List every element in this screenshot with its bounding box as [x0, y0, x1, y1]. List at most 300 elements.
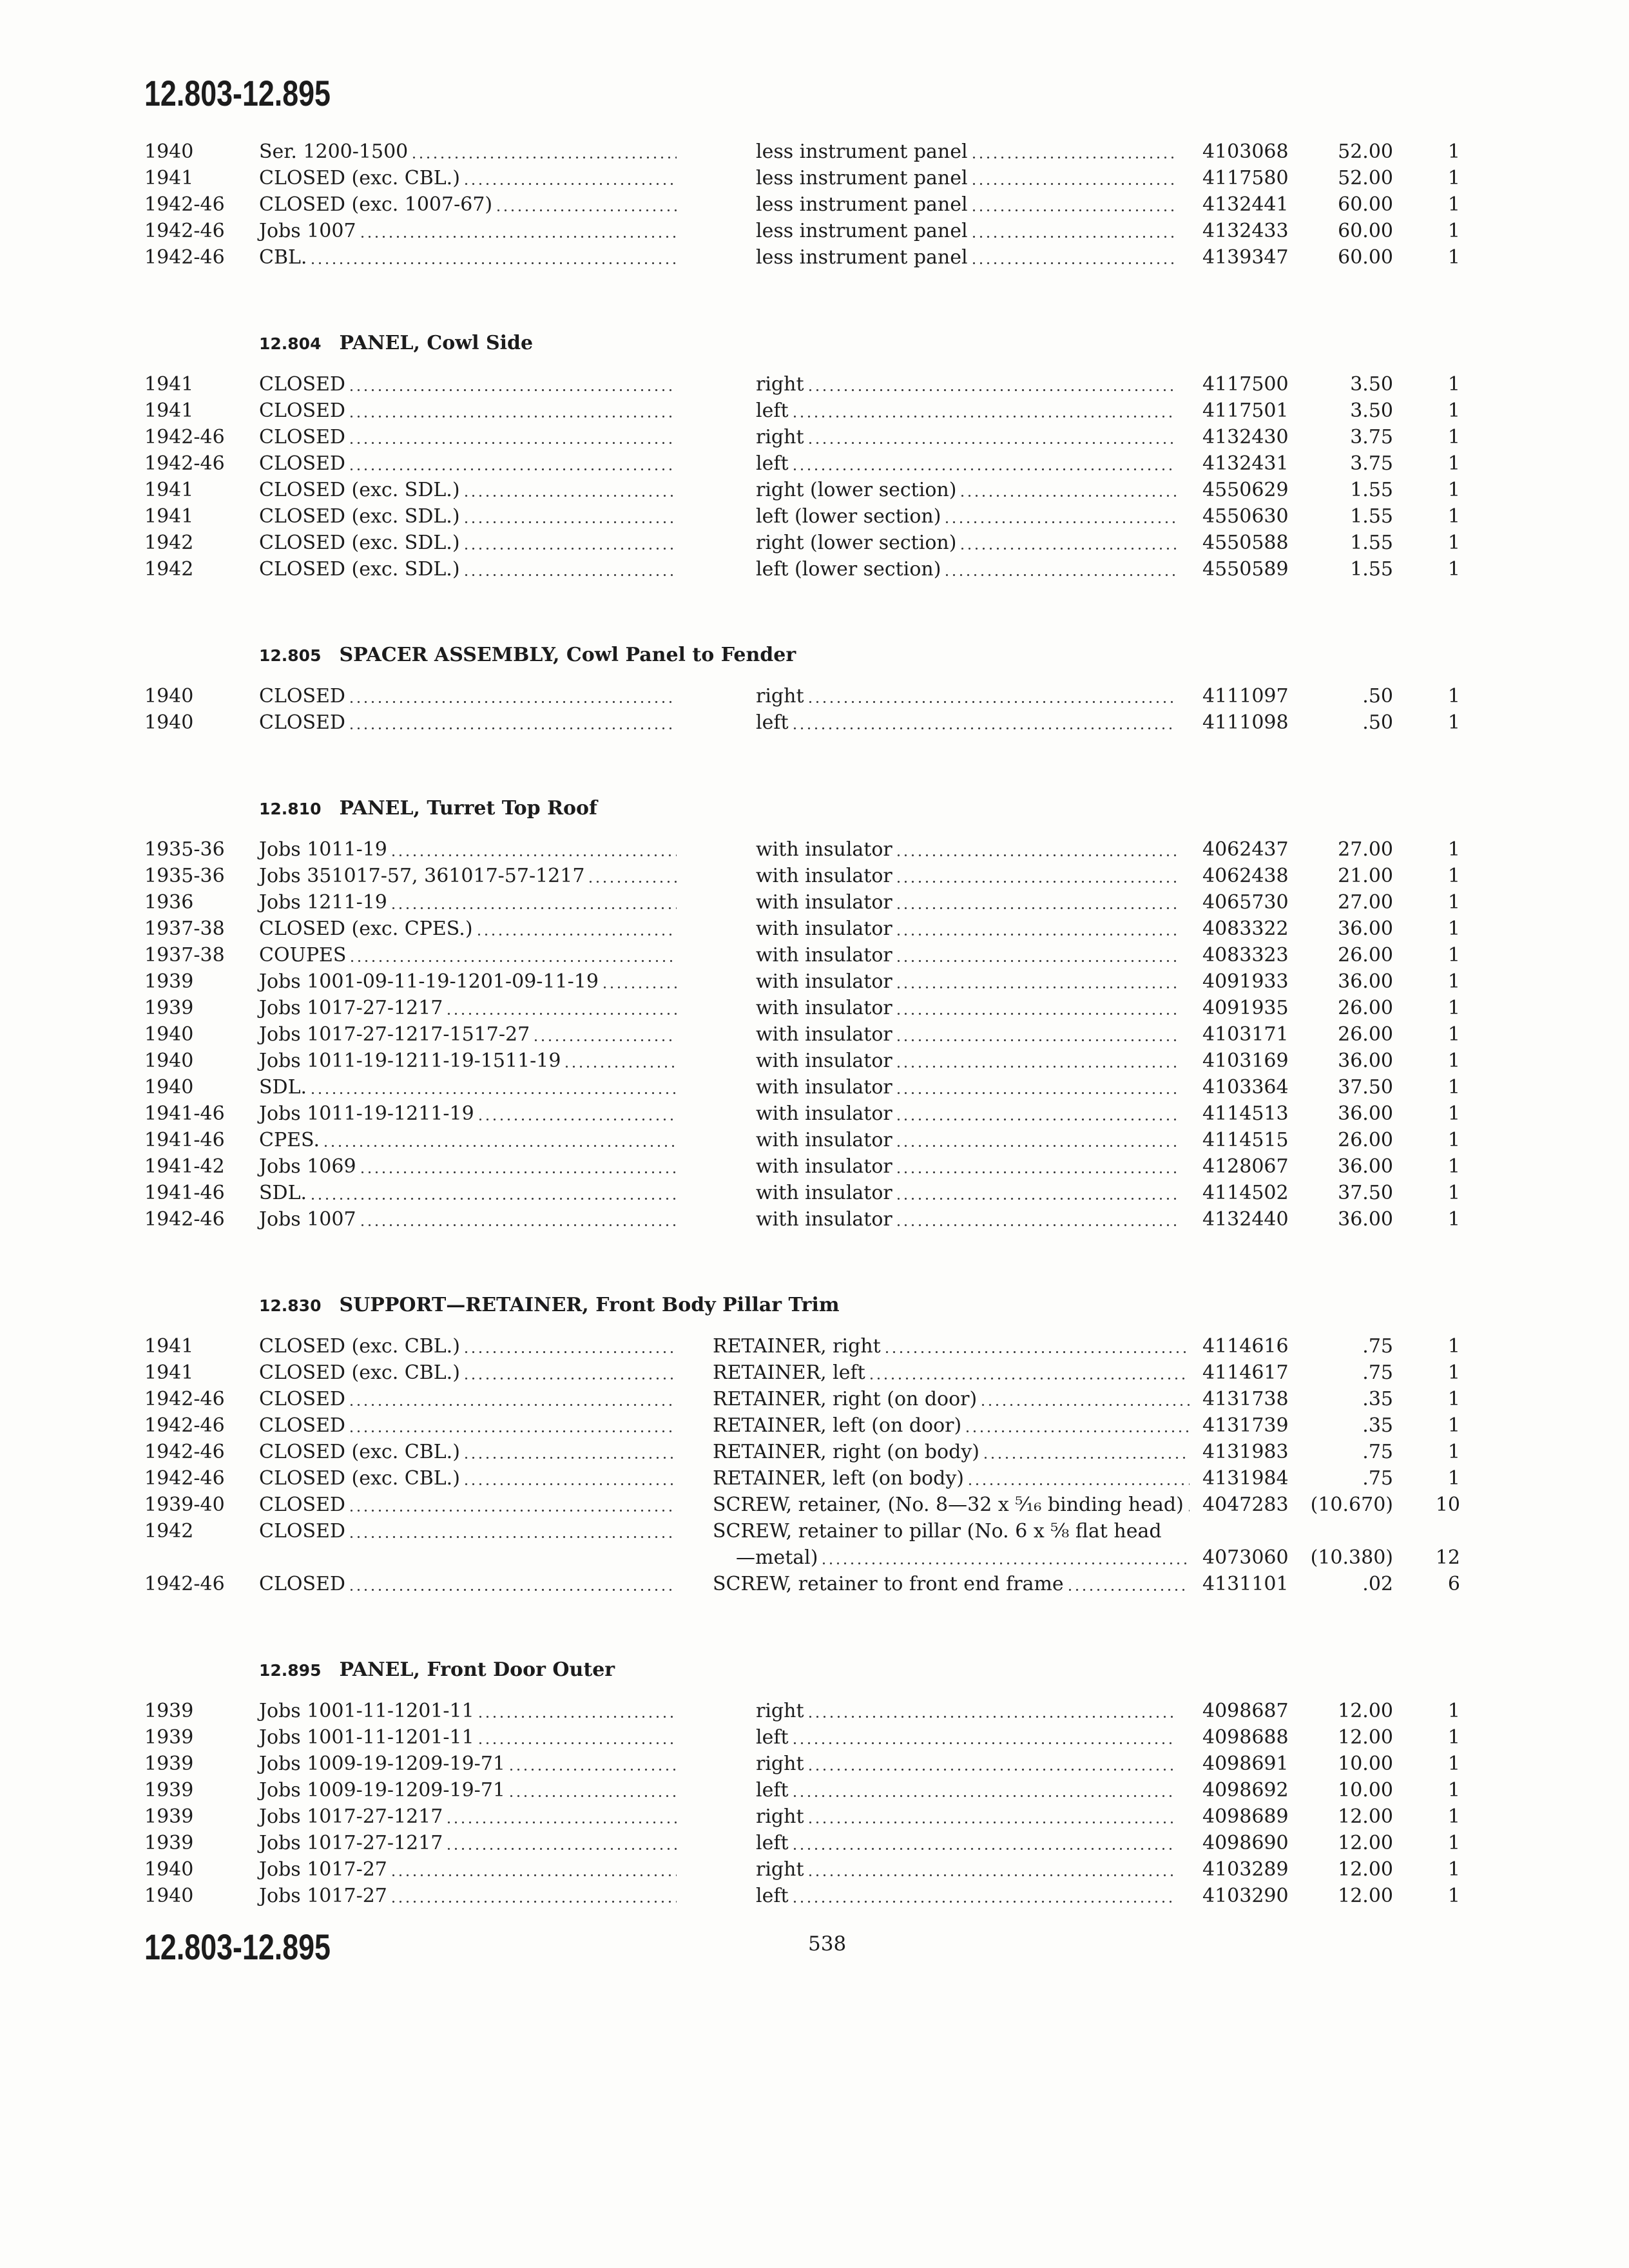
part-description	[756, 1803, 1177, 1830]
body-type-text: CBL.	[259, 246, 307, 269]
part-description-text: less instrument panel	[756, 193, 968, 216]
row-line	[144, 244, 1472, 271]
body-type-text: Jobs 1011-19-1211-19	[259, 1102, 474, 1125]
quantity: 1	[1447, 891, 1460, 914]
section-heading	[144, 642, 1472, 668]
quantity: 1	[1447, 1388, 1460, 1410]
body-type-text: Jobs 1009-19-1209-19-71	[259, 1753, 505, 1775]
row-line	[144, 1333, 1472, 1360]
part-number: 4103171	[1202, 1023, 1289, 1046]
list-price: 3.75	[1350, 426, 1393, 448]
model-year: 1942	[144, 558, 194, 581]
list-price: 12.00	[1338, 1805, 1393, 1828]
model-year: 1941	[144, 479, 194, 501]
body-type	[259, 398, 677, 424]
part-description-text: less instrument panel	[756, 246, 968, 269]
quantity: 1	[1447, 1726, 1460, 1749]
list-price: 12.00	[1338, 1858, 1393, 1881]
table-row	[144, 1074, 1472, 1100]
dot-leader	[807, 1698, 1177, 1724]
body-type-text: Jobs 1011-19	[259, 838, 387, 861]
list-price: 60.00	[1338, 193, 1393, 216]
body-type	[259, 995, 677, 1021]
dot-leader	[348, 683, 677, 709]
section-number: 12.830	[259, 1296, 322, 1315]
row-line	[144, 1856, 1472, 1883]
part-description-text: right	[756, 685, 804, 707]
dot-leader	[322, 1127, 677, 1153]
part-description	[756, 424, 1177, 450]
part-description-continued	[713, 1544, 1190, 1571]
model-year: 1942-46	[144, 1388, 225, 1410]
part-number: 4065730	[1202, 891, 1289, 914]
part-description-text: with insulator	[756, 918, 892, 940]
part-description	[756, 556, 1177, 582]
part-description	[756, 1777, 1177, 1803]
body-type	[259, 1724, 677, 1751]
dot-leader	[895, 1021, 1177, 1048]
part-number: 4103289	[1202, 1858, 1289, 1881]
row-line	[144, 1100, 1472, 1127]
quantity: 1	[1447, 1361, 1460, 1384]
model-year: 1942-46	[144, 1208, 225, 1231]
dot-leader	[390, 1883, 677, 1909]
dot-leader	[476, 916, 677, 942]
parts-group-12-810	[144, 795, 1472, 1233]
part-description-text: SCREW, retainer to front end frame	[713, 1573, 1064, 1595]
table-row	[144, 1571, 1472, 1597]
part-number: 4132440	[1202, 1208, 1289, 1231]
parts-group-12-804	[144, 330, 1472, 582]
section-title: SPACER ASSEMBLY, Cowl Panel to Fender	[339, 644, 796, 666]
part-description-text: left	[756, 1779, 789, 1802]
part-description-text: SCREW, retainer, (No. 8—32 x ⁵⁄₁₆ binding head)	[713, 1494, 1184, 1516]
part-description-text: RETAINER, left (on body)	[713, 1467, 964, 1490]
part-description	[713, 1412, 1190, 1439]
table-row	[144, 1856, 1472, 1883]
list-price: 1.55	[1350, 479, 1393, 501]
dot-leader	[348, 450, 677, 477]
list-price: 21.00	[1338, 865, 1393, 887]
part-number: 4098688	[1202, 1726, 1289, 1749]
row-line	[144, 1777, 1472, 1803]
section-number: 12.895	[259, 1661, 322, 1680]
part-description	[756, 889, 1177, 916]
body-type	[259, 1127, 677, 1153]
row-line	[144, 1206, 1472, 1233]
section-number: 12.810	[259, 800, 322, 818]
dot-leader	[532, 1021, 677, 1048]
dot-leader	[445, 995, 677, 1021]
dot-leader	[791, 1724, 1177, 1751]
body-type-text: Jobs 1007	[259, 1208, 356, 1231]
part-description-text: left	[756, 711, 789, 734]
part-number: 4062437	[1202, 838, 1289, 861]
row-line	[144, 889, 1472, 916]
body-type	[259, 1492, 677, 1518]
model-year: 1941-46	[144, 1129, 225, 1151]
dot-leader	[807, 424, 1177, 450]
part-number: 4111097	[1202, 685, 1289, 707]
part-description	[756, 863, 1177, 889]
body-type	[259, 1883, 677, 1909]
list-price: 1.55	[1350, 532, 1393, 554]
list-price: (10.380)	[1310, 1546, 1393, 1569]
row-line	[144, 1571, 1472, 1597]
part-description-text: RETAINER, right (on door)	[713, 1388, 978, 1410]
part-number: 4098690	[1202, 1832, 1289, 1854]
dot-leader	[390, 836, 677, 863]
part-description-text: left (lower section)	[756, 505, 941, 528]
quantity: 1	[1447, 140, 1460, 163]
list-price: 12.00	[1338, 1700, 1393, 1722]
part-description-text: less instrument panel	[756, 167, 968, 189]
part-description-text: right	[756, 1858, 804, 1881]
part-description-text: with insulator	[756, 997, 892, 1019]
body-type-text: Jobs 1011-19-1211-19-1511-19	[259, 1050, 561, 1072]
part-description	[713, 1439, 1190, 1465]
part-description-text: with insulator	[756, 1050, 892, 1072]
part-number: 4114502	[1202, 1182, 1289, 1204]
body-type-text: Jobs 351017-57, 361017-57-1217	[259, 865, 585, 887]
part-description	[713, 1465, 1190, 1492]
table-row	[144, 424, 1472, 450]
parts-group-12-805	[144, 642, 1472, 736]
part-description	[756, 916, 1177, 942]
row-line	[144, 165, 1472, 191]
quantity: 1	[1447, 1441, 1460, 1463]
row-line	[144, 398, 1472, 424]
list-price: .02	[1362, 1573, 1393, 1595]
quantity: 1	[1447, 373, 1460, 396]
list-price: 12.00	[1338, 1726, 1393, 1749]
dot-leader	[348, 1412, 677, 1439]
model-year: 1939	[144, 1779, 194, 1802]
dot-leader	[895, 863, 1177, 889]
quantity: 12	[1435, 1546, 1460, 1569]
quantity: 1	[1447, 1467, 1460, 1490]
list-price: 36.00	[1338, 918, 1393, 940]
dot-leader	[463, 165, 677, 191]
list-price: 10.00	[1338, 1753, 1393, 1775]
part-description	[756, 1856, 1177, 1883]
part-description-text: RETAINER, right	[713, 1335, 881, 1358]
table-row	[144, 1698, 1472, 1724]
part-description	[756, 995, 1177, 1021]
dot-leader	[970, 139, 1177, 165]
body-type-text: Jobs 1017-27-1217	[259, 997, 443, 1019]
quantity: 1	[1447, 1182, 1460, 1204]
section-title: PANEL, Turret Top Roof	[339, 797, 597, 820]
body-type	[259, 139, 677, 165]
row-line	[144, 371, 1472, 398]
table-row	[144, 683, 1472, 709]
model-year: 1942-46	[144, 452, 225, 475]
part-description	[756, 398, 1177, 424]
model-year: 1937-38	[144, 918, 225, 940]
dot-leader	[807, 1856, 1177, 1883]
body-type	[259, 503, 677, 530]
dot-leader	[820, 1544, 1190, 1571]
section-heading	[144, 330, 1472, 356]
row-line	[144, 863, 1472, 889]
dot-leader	[959, 530, 1177, 556]
body-type	[259, 556, 677, 582]
quantity: 1	[1447, 1414, 1460, 1437]
dot-leader	[348, 398, 677, 424]
dot-leader	[895, 1074, 1177, 1100]
body-type-text: Jobs 1017-27-1217	[259, 1832, 443, 1854]
part-number: 4132441	[1202, 193, 1289, 216]
quantity: 1	[1447, 479, 1460, 501]
body-type	[259, 371, 677, 398]
table-row	[144, 477, 1472, 503]
row-line	[144, 836, 1472, 863]
row-line	[144, 503, 1472, 530]
model-year: 1939	[144, 997, 194, 1019]
part-description-text: right (lower section)	[756, 532, 957, 554]
list-price: 52.00	[1338, 167, 1393, 189]
quantity: 1	[1447, 1753, 1460, 1775]
model-year: 1942-46	[144, 1573, 225, 1595]
row-line	[144, 916, 1472, 942]
model-year: 1939	[144, 1753, 194, 1775]
body-type-text: Ser. 1200-1500	[259, 140, 409, 163]
body-type	[259, 1803, 677, 1830]
quantity: 1	[1447, 220, 1460, 242]
table-row	[144, 1465, 1472, 1492]
row-line	[144, 1074, 1472, 1100]
body-type	[259, 836, 677, 863]
part-description-text: with insulator	[756, 838, 892, 861]
quantity: 1	[1447, 452, 1460, 475]
quantity: 1	[1447, 558, 1460, 581]
part-description-text: right	[756, 1753, 804, 1775]
section-heading	[144, 795, 1472, 822]
part-description	[756, 1100, 1177, 1127]
part-description	[756, 836, 1177, 863]
row-line	[144, 1465, 1472, 1492]
part-description	[756, 191, 1177, 218]
body-type	[259, 916, 677, 942]
list-price: 1.55	[1350, 505, 1393, 528]
quantity: 1	[1447, 1832, 1460, 1854]
parts-list	[144, 139, 1472, 1909]
row-line	[144, 1412, 1472, 1439]
part-description-text: left	[756, 1832, 789, 1854]
part-description	[756, 942, 1177, 968]
row-line	[144, 1021, 1472, 1048]
part-description	[756, 1021, 1177, 1048]
quantity: 1	[1447, 1050, 1460, 1072]
dot-leader	[348, 424, 677, 450]
part-number: 4111098	[1202, 711, 1289, 734]
part-description-text: left	[756, 399, 789, 422]
row-line	[144, 1492, 1472, 1518]
table-row	[144, 1333, 1472, 1360]
table-row	[144, 371, 1472, 398]
part-number: 4062438	[1202, 865, 1289, 887]
body-type-text: CLOSED	[259, 399, 345, 422]
body-type	[259, 942, 677, 968]
table-row	[144, 863, 1472, 889]
list-price: 26.00	[1338, 1023, 1393, 1046]
model-year: 1939	[144, 1805, 194, 1828]
quantity: 1	[1447, 1129, 1460, 1151]
list-price: 52.00	[1338, 140, 1393, 163]
table-row	[144, 1803, 1472, 1830]
model-year: 1940	[144, 1050, 194, 1072]
row-line	[144, 709, 1472, 736]
part-number: 4073060	[1202, 1546, 1289, 1569]
section-number: 12.805	[259, 646, 322, 665]
body-type	[259, 1751, 677, 1777]
dot-leader	[791, 709, 1177, 736]
model-year: 1940	[144, 1858, 194, 1881]
part-number: 4103290	[1202, 1885, 1289, 1907]
row-line	[144, 683, 1472, 709]
body-type	[259, 863, 677, 889]
quantity: 1	[1447, 1208, 1460, 1231]
body-type-text: COUPES	[259, 944, 347, 966]
quantity: 1	[1447, 1885, 1460, 1907]
part-number: 4550629	[1202, 479, 1289, 501]
model-year: 1942-46	[144, 246, 225, 269]
dot-leader	[463, 556, 677, 582]
list-price: .35	[1362, 1388, 1393, 1410]
model-year: 1941	[144, 505, 194, 528]
dot-leader	[807, 1751, 1177, 1777]
part-description-text: with insulator	[756, 1129, 892, 1151]
list-price: 10.00	[1338, 1779, 1393, 1802]
body-type-text: CLOSED (exc. CBL.)	[259, 167, 460, 189]
body-type-text: SDL.	[259, 1076, 307, 1099]
page-header-range: 12.803-12.895	[144, 73, 331, 113]
table-row	[144, 1127, 1472, 1153]
table-row	[144, 139, 1472, 165]
body-type-text: CLOSED (exc. CBL.)	[259, 1361, 460, 1384]
row-line-continued	[144, 1544, 1472, 1571]
list-price: 12.00	[1338, 1885, 1393, 1907]
part-number: 4098692	[1202, 1779, 1289, 1802]
list-price: 36.00	[1338, 1155, 1393, 1178]
part-description	[756, 1048, 1177, 1074]
body-type-text: CLOSED (exc. SDL.)	[259, 479, 460, 501]
dot-leader	[979, 1386, 1190, 1412]
table-row	[144, 942, 1472, 968]
body-type-text: Jobs 1017-27-1217-1517-27	[259, 1023, 530, 1046]
dot-leader	[791, 1777, 1177, 1803]
part-number: 4117580	[1202, 167, 1289, 189]
dot-leader	[477, 1100, 677, 1127]
row-line	[144, 1439, 1472, 1465]
model-year: 1942-46	[144, 220, 225, 242]
dot-leader	[463, 1465, 677, 1492]
part-description	[713, 1492, 1190, 1518]
section-heading	[144, 1657, 1472, 1683]
dot-leader	[807, 1803, 1177, 1830]
list-price: .75	[1362, 1335, 1393, 1358]
body-type	[259, 477, 677, 503]
table-row	[144, 1412, 1472, 1439]
quantity: 1	[1447, 246, 1460, 269]
section-number: 12.804	[259, 334, 322, 353]
dot-leader	[970, 218, 1177, 244]
body-type-text: Jobs 1001-11-1201-11	[259, 1700, 474, 1722]
dot-leader	[445, 1803, 677, 1830]
model-year: 1935-36	[144, 838, 225, 861]
list-price: 1.55	[1350, 558, 1393, 581]
list-price: 60.00	[1338, 220, 1393, 242]
body-type	[259, 1518, 677, 1544]
body-type	[259, 424, 677, 450]
table-row	[144, 218, 1472, 244]
part-number: 4131101	[1202, 1573, 1289, 1595]
model-year: 1940	[144, 140, 194, 163]
body-type-text: Jobs 1007	[259, 220, 356, 242]
part-number: 4047283	[1202, 1494, 1289, 1516]
table-row	[144, 995, 1472, 1021]
part-number: 4103169	[1202, 1050, 1289, 1072]
row-line	[144, 1360, 1472, 1386]
dot-leader	[349, 942, 677, 968]
model-year: 1935-36	[144, 865, 225, 887]
dot-leader	[463, 477, 677, 503]
part-description	[756, 1830, 1177, 1856]
body-type-text: Jobs 1001-11-1201-11	[259, 1726, 474, 1749]
dot-leader	[463, 503, 677, 530]
model-year: 1940	[144, 1885, 194, 1907]
body-type-text: CLOSED (exc. CBL.)	[259, 1441, 460, 1463]
body-type	[259, 1830, 677, 1856]
part-description-continued-text: —metal)	[736, 1546, 818, 1569]
part-description-text: right	[756, 1700, 804, 1722]
table-row	[144, 1518, 1472, 1571]
part-description	[756, 477, 1177, 503]
part-description-text: with insulator	[756, 1155, 892, 1178]
parts-group-continued	[144, 139, 1472, 271]
table-row	[144, 1777, 1472, 1803]
body-type	[259, 709, 677, 736]
model-year: 1940	[144, 1023, 194, 1046]
dot-leader	[964, 1412, 1190, 1439]
body-type-text: CLOSED	[259, 711, 345, 734]
body-type-text: CLOSED	[259, 1573, 345, 1595]
body-type-text: CPES.	[259, 1129, 320, 1151]
part-description-text: right	[756, 373, 804, 396]
body-type	[259, 165, 677, 191]
part-description-text: with insulator	[756, 970, 892, 993]
row-line	[144, 1724, 1472, 1751]
part-number: 4117501	[1202, 399, 1289, 422]
quantity: 1	[1447, 711, 1460, 734]
part-description-text: with insulator	[756, 1023, 892, 1046]
dot-leader	[868, 1360, 1190, 1386]
part-description	[713, 1333, 1190, 1360]
dot-leader	[967, 1465, 1190, 1492]
quantity: 1	[1447, 865, 1460, 887]
dot-leader	[359, 1153, 677, 1180]
dot-leader	[348, 1492, 677, 1518]
dot-leader	[791, 450, 1177, 477]
part-number: 4083322	[1202, 918, 1289, 940]
model-year: 1940	[144, 711, 194, 734]
part-number: 4132431	[1202, 452, 1289, 475]
dot-leader	[982, 1439, 1190, 1465]
body-type	[259, 889, 677, 916]
body-type-text: CLOSED (exc. CBL.)	[259, 1467, 460, 1490]
list-price: 26.00	[1338, 1129, 1393, 1151]
